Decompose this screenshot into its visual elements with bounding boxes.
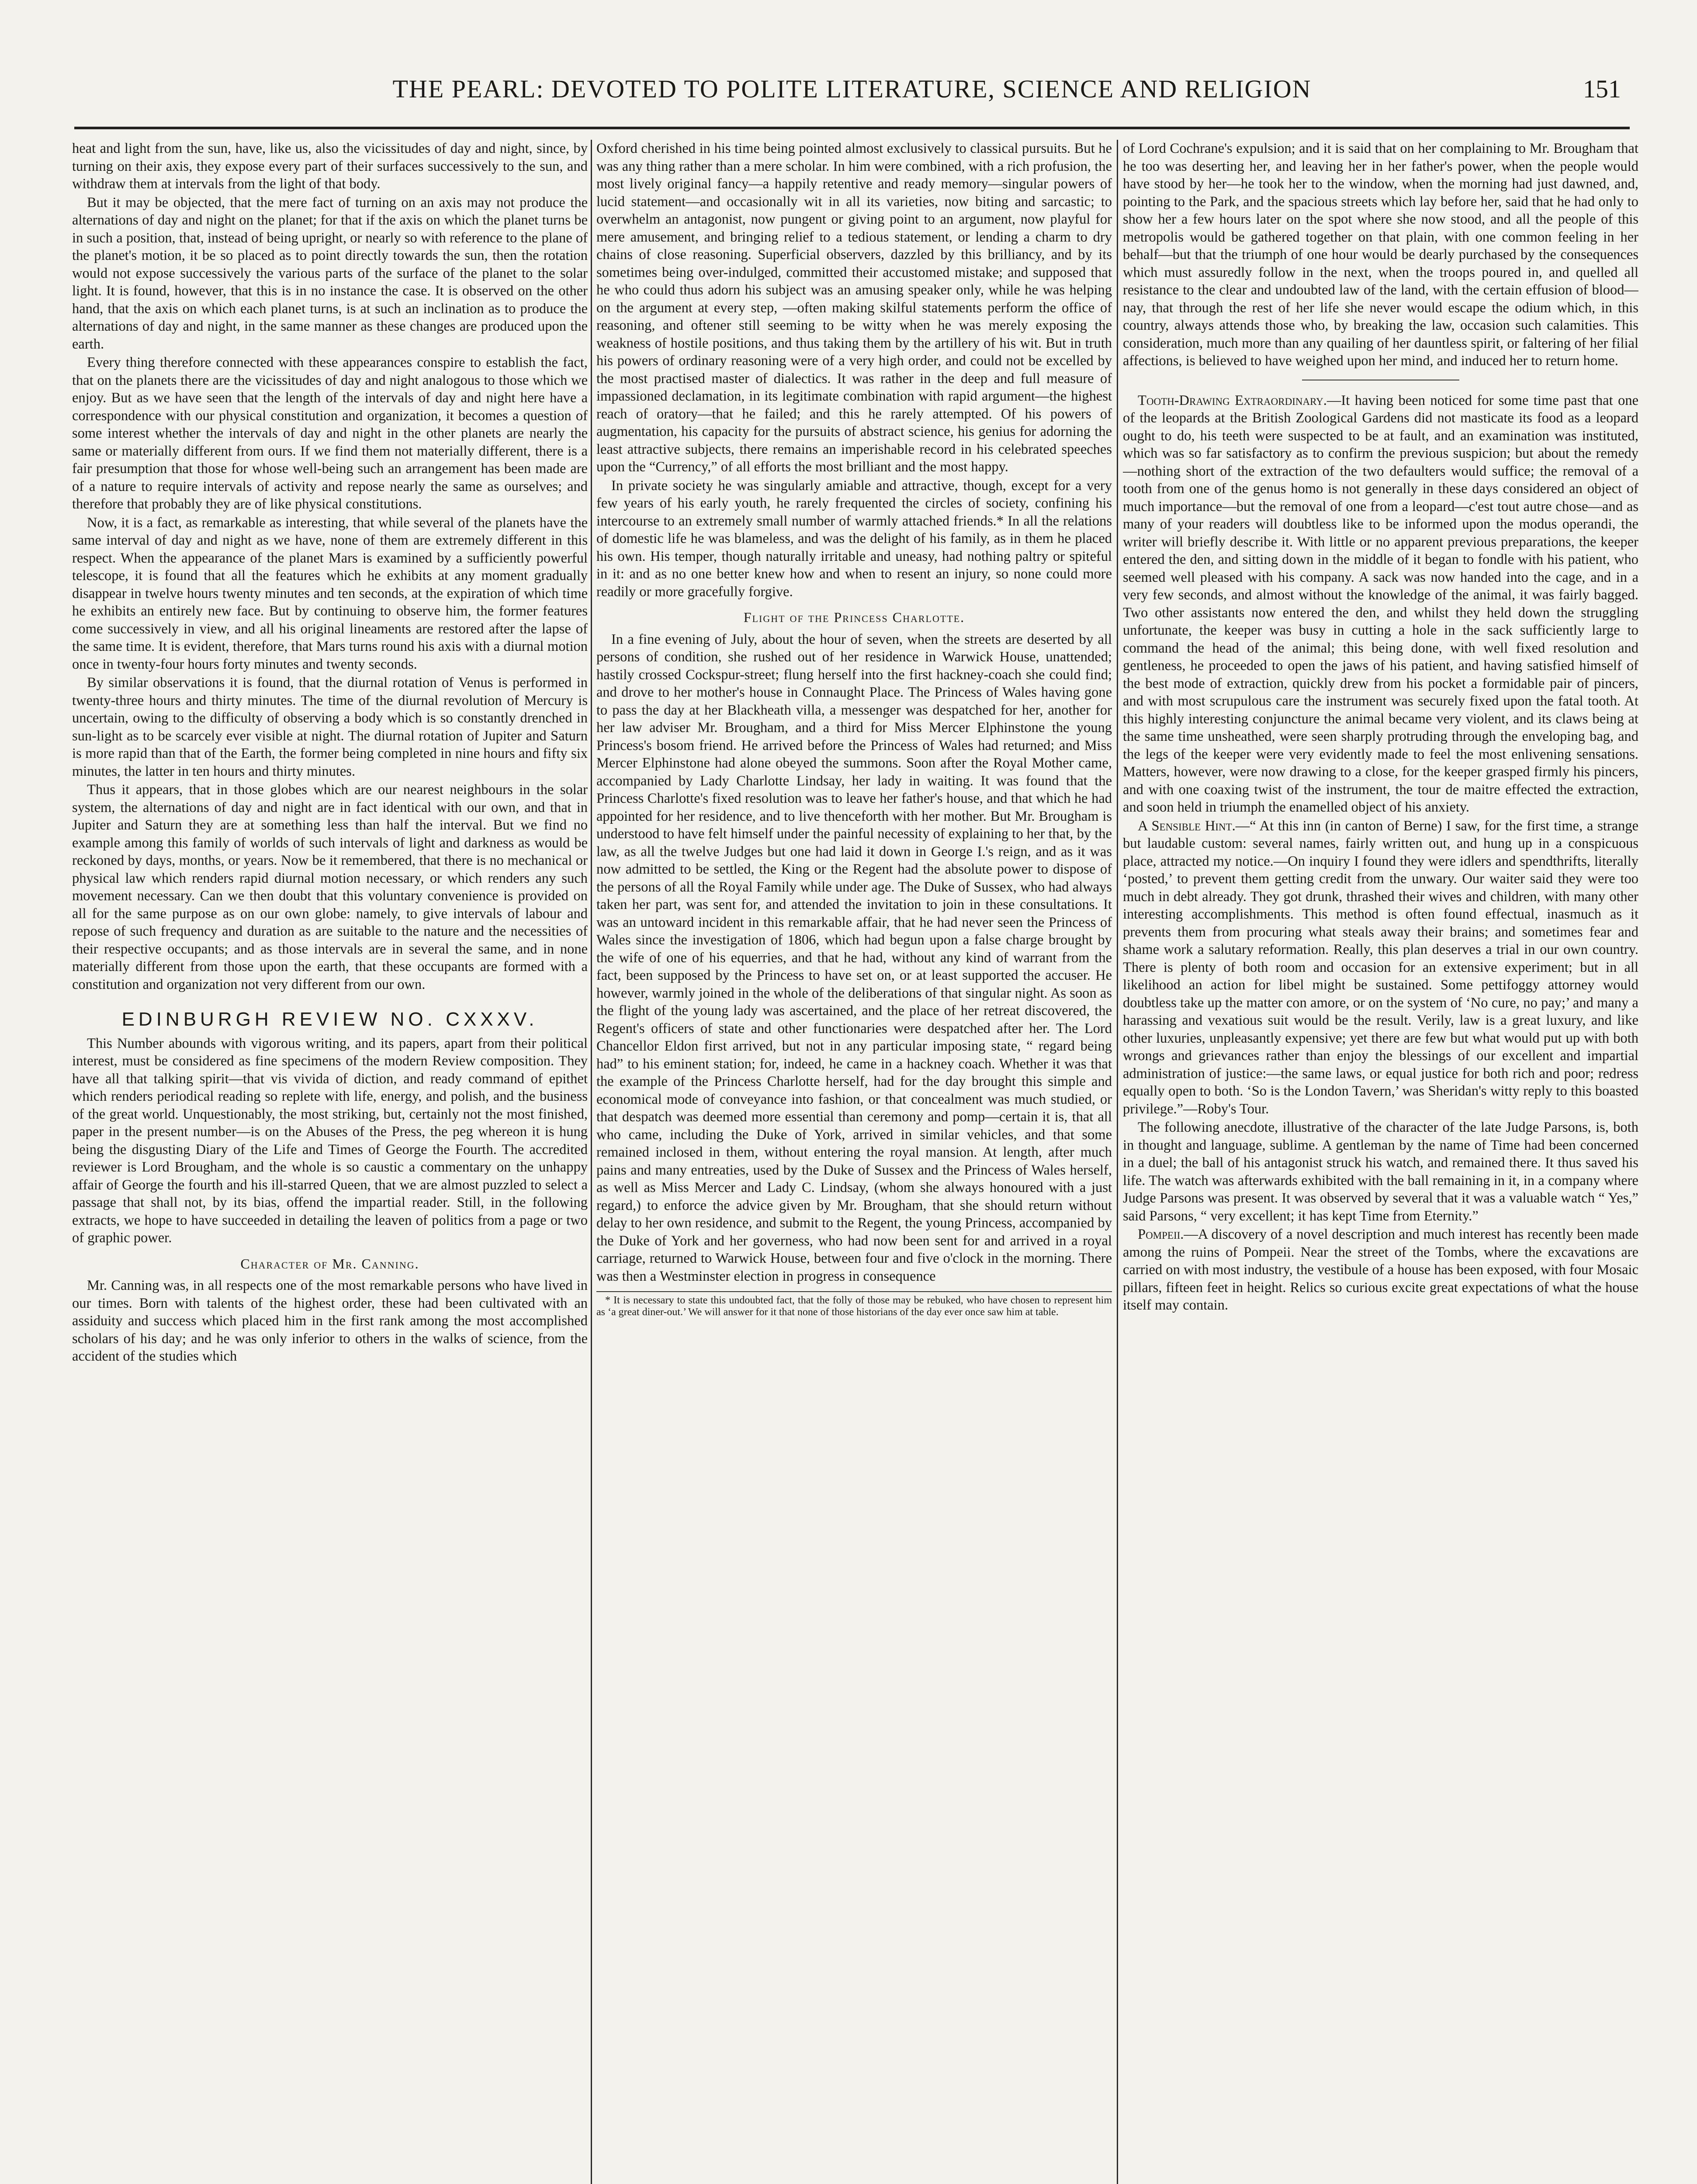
column-rule (591, 140, 592, 2184)
paragraph: By similar observations it is found, that the diurnal rotation of Venus is performed in twenty-three hours and thirty minutes. The time of the diurnal revolution of Mercury is uncertain, owing to the difficulty of observing a body which is so constantly drenched in sun-light as to be scarcely ever visible at night. The diurnal rotation of Jupiter and Saturn is more rapid than that of the Earth, the former being completed in nine hours and fifty six minutes, the latter in ten hours and thirty minutes. (72, 675, 588, 779)
column-rule (1117, 140, 1118, 2184)
inline-heading-hint: A Sensible Hint. (1138, 818, 1236, 834)
paragraph: Oxford cherished in his time being pointed almost exclusively to classical pursuits. But he was any thing rather than a mere scholar. In him were combined, with a rich profusion, the most lively original fancy—a happily retentive and ready memory—singular powers of lucid statement—and occasionally wit in all its varieties, now biting and sarcastic; to overwhelm an antagonist, now pungent or giving point to an argument, now playful for mere amusement, and bringing relief to a tedious statement, or lending a charm to dry chains of close reasoning. Superficial observers, dazzled by this brilliancy, and by its sometimes being over-indulged, committed their accustomed mistake; and supposed that he who could thus adorn his subject was an amusing speaker only, while he was helping on the argument at every step, —often making skilful statements perform the office of reasoning, and oftener still seeming to be witty when he was merely exposing the weakness of hostile positions, and thus taking them by the artillery of his wit. But in truth his powers of ordinary reasoning were of a very high order, and could not be excelled by the most practised master of dialectics. It was rather in the deep and full measure of impassioned declamation, in its legitimate combination with rapid argument—the highest reach of oratory—that he failed; and this he rarely attempted. Of his powers of augmentation, his capacity for the pursuits of abstract science, his genius for adorning the least attractive subjects, there remains an imperishable record in his celebrated speeches upon the “Currency,” of all efforts the most brilliant and the most happy. (596, 141, 1112, 475)
section-heading-edinburgh-review: EDINBURGH REVIEW NO. CXXXV. (121, 1009, 538, 1030)
footnote-rule (596, 1291, 1112, 1292)
running-title: THE PEARL: DEVOTED TO POLITE LITERATURE, SCIENCE AND RELIGION (392, 75, 1312, 103)
inline-heading-tooth: Tooth-Drawing Extraordinary. (1138, 392, 1327, 408)
paragraph: Every thing therefore connected with these appearances conspire to establish the fact, that on the planets there are the vicissitudes of day and night analogous to those which we enjoy. But as we have seen that the length of the intervals of day and night here have a correspondence with our physical constitution and organization, it becomes a question of some interest whether the intervals of day and night in the other planets are nearly the same or materially different from ours. If we find them not materially different, there is a fair presumption that those for whose well-being such an arrangement has been made are of a nature to require intervals of activity and repose nearly the same as ourselves; and therefore that probably they are of like physical constitutions. (72, 355, 588, 512)
column-3: of Lord Cochrane's expulsion; and it is said that on her complaining to Mr. Brougham that he too was deserting her, and leaving her in her father's power, when the people would have stood by her—he took her to the window, when the morning had just dawned, and, pointing to the Park, and the spacious streets which lay before her, said that he had only to show her a few hours later on the spot where she now stood, and all the people of this metropolis would be gathered together on that plain, with one common feeling in her behalf—but that the triumph of one hour would be dearly purchased by the consequences which must assuredly follow in the next, when the troops poured in, and quelled all resistance to the clear and undoubted law of the land, with the certain effusion of blood—nay, that through the rest of her life she never would escape the odium which, in this country, always attends those who, by breaking the law, occasion such calamities. This consideration, much more than any quailing of her dauntless spirit, or faltering of her filial affections, is believed to have weighed upon her mind, and induced her to return home. Tooth-Drawing Extraordinary.—It having been noticed for some time past that one of the leopards at the British Zoological Gardens did not masticate its food as a leopard ought to do, his teeth were suspected to be at fault, and an examination was instituted, which was so far satisfactory as to confirm the previous suspicion; but about the remedy—nothing short of the extraction of the two defaulters would suffice; the removal of a tooth from one of the genus homo is not generally in these days considered an object of much importance—but the removal of one from a leopard—c'est tout autre chose—and as many of your readers will doubtless like to be informed upon the modus operandi, the writer will briefly describe it. With little or no apparent previous preparations, the keeper entered the den, and sitting down in the middle of it began to fondle with his patient, who seemed well pleased with his company. A sack was now handed into the cage, and in a very few seconds, and almost without the knowledge of the animal, it was fairly bagged. Two other assistants now entered the den, and whilst they held down the struggling unfortunate, the keeper was busy in cutting a hole in the sack sufficiently large to command the head of the animal; this being done, with well fixed resolution and gentleness, he proceeded to open the jaws of his patient, and having satisfied himself of the best mode of extraction, quickly drew from his pocket a formidable pair of pincers, and with most scrupulous care the instrument was securely fixed upon the fatal tooth. At this highly interesting conjuncture the animal became very violent, and its claws being at the same time unsheathed, were seen sharply protruding through the enveloping bag, and the legs of the keeper were very evidently made to feel the most enlivening sensations. Matters, however, were now drawing to a close, for the keeper grasped firmly his pincers, and with one coaxing twist of the instrument, the tour de maitre effected the extraction, and soon held in triumph the enamelled object of his anxiety. A Sensible Hint.—“ At this inn (in canton of Berne) I saw, for the first time, a strange but laudable custom: several names, fairly written out, and hung up in a conspicuous place, attracted my notice.—On inquiry I found they were idlers and spendthrifts, literally ‘posted,’ to prevent them getting credit from the unwary. Our waiter said they were too much in debt already. They got drunk, thrashed their wives and children, with many other interesting accomplishments. This method is often found effectual, inasmuch as it prevents them from procuring what steals away their brains; and sometimes fear and shame work a salutary reformation. Really, this plan deserves a trial in our own country. There is plenty of both room and occasion for an extensive experiment; but in all likelihood an action for libel might be sustained. Some pettifoggy attorney would doubtless take up the matter con amore, or on the system of ‘No cure, no pay;’ and many a harassing and vexatious suit would be the result. Verily, law is a great luxury, and like other luxuries, unpleasantly expensive; yet there are few but what would put up with both wrongs and grievances rather than enjoy the blessings of our excellent and impartial administration of justice:—the same laws, or equal justice for both rich and poor; redress equally open to both. ‘So is the London Tavern,’ was Sheridan's witty reply to this boasted privilege.”—Roby's Tour. The following anecdote, illustrative of the character of the late Judge Parsons, is, both in thought and language, sublime. A gentleman by the name of Time had been concerned in a duel; the ball of his antagonist struck his watch, and remained there. It thus saved his life. The watch was afterwards exhibited with the ball remaining in it, in a company where Judge Parsons was present. It was observed by several that it was a valuable watch “ Yes,” said Parsons, “ very excellent; it has kept Time from Eternity.” Pompeii.—A discovery of a novel description and much interest has recently been made among the ruins of Pompeii. Near the street of the Tombs, where the excavations are carried on with most industry, the vestibule of a house has been exposed, with four Mosaic pillars, fifteen feet in height. Relics so curious excite great expectations of what the house itself may contain. (1123, 141, 1638, 1313)
paragraph: heat and light from the sun, have, like us, also the vicissitudes of day and night, since, by turning on their axis, they expose every part of their surfaces successively to the sun, and withdraw them at intervals from the light of that body. (72, 141, 588, 192)
inline-heading-pompeii: Pompeii. (1138, 1227, 1184, 1242)
section-heading-canning: Character of Mr. Canning. (240, 1255, 419, 1272)
paragraph: In private society he was singularly amiable and attractive, though, except for a very few years of his early youth, he rarely frequented the circles of society, confining his intercourse to an extremely small number of warmly attached friends.* In all the relations of domestic life he was blameless, and was the delight of his family, as in them he placed his own. His temper, though naturally irritable and uneasy, had nothing paltry or spiteful in it: and as no one better knew how and when to resent an injury, so none could more readily or more gracefully forgive. (596, 477, 1112, 600)
page-header (74, 70, 1630, 118)
paragraph: This Number abounds with vigorous writing, and its papers, apart from their political interest, must be considered as fine specimens of the modern Review composition. They have all that talking spirit—that vis vivida of diction, and ready command of epithet which renders periodical reading so replete with life, energy, and polish, and the business of the great world. Unquestionably, the most striking, but, certainly not the most finished, paper in the present number—is on the Abuses of the Press, the peg whereon it is hung being the disgusting Diary of the Life and Times of George the Fourth. The accredited reviewer is Lord Brougham, and the whole is so caustic a commentary on the unhappy affair of George the fourth and his ill-starred Queen, that we are almost puzzled to select a passage that shall not, by its bias, offend the impartial reader. Still, in the following extracts, we hope to have succeeded in detailing the leaven of politics from a page or two of graphic power. (72, 1035, 588, 1246)
paragraph: Now, it is a fact, as remarkable as interesting, that while several of the planets have the same interval of day and night as we have, none of them are extremely different in this respect. When the appearance of the planet Mars is examined by a sufficiently powerful telescope, it is found that all the features which he exhibits at any moment gradually disappear in twelve hours twenty minutes and ten seconds, at the expiration of which time he exhibits an entirely new face. But by continuing to observe him, the former features come successively in view, and all his original lineaments are restored after the lapse of the same time. It is evident, therefore, that Mars turns round his axis with a diurnal motion once in twenty-four hours forty minutes and twenty seconds. (72, 515, 588, 672)
page-number: 151 (1583, 75, 1621, 103)
paragraph: Thus it appears, that in those globes which are our nearest neighbours in the solar system, the alternations of day and night are in fact identical with our own, and that in Jupiter and Saturn they are at something less than half the interval. But we find no example among this family of worlds of such intervals of light and darkness as would be reckoned by days, months, or years. Now be it remembered, that there is no mechanical or physical law which renders rapid diurnal motion necessary, or which renders any such movement necessary. Can we then doubt that this voluntary convenience is provided on all for the same purpose as on our own globe: namely, to give intervals of labour and repose of such frequency and duration as are suitable to the nature and the necessities of their respective occupants; and as those intervals are in several the same, and in none materially different from those upon the earth, that these occupants are formed with a constitution and organization not very different from our own. (72, 782, 588, 992)
footnote: * It is necessary to state this undoubted fact, that the folly of those may be rebuked, who have chosen to represent him as ‘a great diner-out.’ We will answer for it that none of those historians of the day ever once saw him at table. (596, 1295, 1112, 1318)
paragraph: It having been noticed for some time past that one of the leopards at the British Zoological Gardens did not masticate its food as a leopard ought to do, his teeth were suspected to be at fault, and an examination was instituted, which was so far satisfactory as to confirm the previous suspicion; but about the remedy—nothing short of the extraction of the two defaulters would suffice; the removal of a tooth from one of the genus homo is not generally in these days considered an object of much importance—but the removal of one from a leopard—c'est tout autre chose—and as many of your readers will doubtless like to be informed upon the modus operandi, the writer will briefly describe it. With little or no apparent previous preparations, the keeper entered the den, and sitting down in the middle of it began to fondle with his patient, who seemed well pleased with his company. A sack was now handed into the cage, and in a very few seconds, and almost without the knowledge of the animal, it was fairly bagged. Two other assistants now entered the den, and whilst they held down the struggling unfortunate, the keeper was busy in cutting a hole in the sack sufficiently large to command the head of the animal; this being done, with well fixed resolution and gentleness, he proceeded to open the jaws of his patient, and having satisfied himself of the best mode of extraction, quickly drew from his pocket a formidable pair of pincers, and with most scrupulous care the instrument was securely fixed upon the fatal tooth. At this highly interesting conjuncture the animal became very violent, and its claws being at the same time unsheathed, were seen sharply protruding through the enveloping bag, and the legs of the keeper were very evidently made to feel the most enlivening sensations. Matters, however, were now drawing to a close, for the keeper grasped firmly his pincers, and with one coaxing twist of the instrument, the tour de maitre effected the extraction, and soon held in triumph the enamelled object of his anxiety. (1123, 392, 1638, 815)
paragraph: “ At this inn (in canton of Berne) I saw, for the first time, a strange but laudable custom: several names, fairly written out, and hung up in a conspicuous place, attracted my notice.—On inquiry I found they were idlers and spendthrifts, literally ‘posted,’ to prevent them getting credit from the unwary. Our waiter said they were too much in debt already. They got drunk, thrashed their wives and children, with many other interesting accomplishments. This method is often found effectual, inasmuch as it prevents them from procuring what steals away their brains; and sometimes fear and shame work a salutary reformation. Really, this plan deserves a trial in our own country. There is plenty of both room and occasion for an extensive experiment; but in all likelihood an action for libel might be sustained. Some pettifoggy attorney would doubtless take up the matter con amore, or on the system of ‘No cure, no pay;’ and many a harassing and vexatious suit would be the result. Verily, law is a great luxury, and like other luxuries, unpleasantly expensive; yet there are few but what would put up with both wrongs and grievances rather than enjoy the blessings of our excellent and impartial administration of justice:—the same laws, or equal justice for both rich and poor; redress equally open to both. ‘So is the London Tavern,’ was Sheridan's witty reply to this boasted privilege.”—Roby's Tour. (1123, 818, 1638, 1117)
section-heading-flight: Flight of the Princess Charlotte. (743, 609, 965, 625)
paragraph: In a fine evening of July, about the hour of seven, when the streets are deserted by all persons of condition, she rushed out of her residence in Warwick House, unattended; hastily crossed Cockspur-street; flung herself into the first hackney-coach she could find; and drove to her mother's house in Connaught Place. The Princess of Wales having gone to pass the day at her Blackheath villa, a messenger was despatched for her, another for her law adviser Mr. Brougham, and a third for Miss Mercer Elphinstone the young Princess's bosom friend. He arrived before the Princess of Wales had returned; and Miss Mercer Elphinstone had alone obeyed the summons. Soon after the Royal Mother came, accompanied by Lady Charlotte Lindsay, her lady in waiting. It was found that the Princess Charlotte's fixed resolution was to leave her father's house, and that which he had appointed for her residence, and to live thenceforth with her mother. But Mr. Brougham is understood to have felt himself under the painful necessity of explaining to her that, by the law, as all the twelve Judges but one had laid it down in George I.'s reign, and as it was now admitted to be settled, the King or the Regent had the absolute power to dispose of the persons of all the Royal Family while under age. The Duke of Sussex, who had always taken her part, was sent for, and attended the invitation to join in these consultations. It was an untoward incident in this remarkable affair, that he had never seen the Princess of Wales since the investigation of 1806, which had begun upon a false charge brought by the wife of one of his equerries, and that he had, without any kind of warrant from the fact, been supposed by the Princess to have set on, or at least supported the accuser. He however, warmly joined in the whole of the deliberations of that singular night. As soon as the flight of the young lady was ascertained, and the place of her retreat discovered, the Regent's officers of state and other functionaries were despatched after her. The Lord Chancellor Eldon first arrived, but not in any particular imposing state, “ regard being had” to his eminent station; for, indeed, he came in a hackney coach. Whether it was that the example of the Princess Charlotte herself, had for the day brought this simple and economical mode of conveyance into fashion, or that concealment was much studied, or that despatch was deemed more essential than ceremony and pomp—certain it is, that all who came, including the Duke of York, arrived in similar vehicles, and that some remained inclosed in them, without entering the royal mansion. At length, after much pains and many entreaties, used by the Duke of Sussex and the Princess of Wales herself, as well as Miss Mercer and Lady C. Lindsay, (whom she always honoured with a just regard,) to enforce the advice given by Mr. Brougham, that she should return without delay to her own residence, and submit to the Regent, the young Princess, accompanied by the Duke of York and her governess, who had now been sent for and arrived in a royal carriage, returned to Warwick House, between four and five o'clock in the morning. There was then a Westminster election in progress in consequence (596, 631, 1112, 1284)
paragraph: Mr. Canning was, in all respects one of the most remarkable persons who have lived in our times. Born with talents of the highest order, these had been cultivated with an assiduity and success which placed him in the first rank among the most accomplished scholars of his day; and he was only inferior to others in the walks of science, from the accident of the studies which (72, 1278, 588, 1364)
header-rule (74, 127, 1630, 129)
paragraph: The following anecdote, illustrative of the character of the late Judge Parsons, is, both in thought and language, sublime. A gentleman by the name of Time had been concerned in a duel; the ball of his antagonist struck his watch, and remained there. It thus saved his life. The watch was afterwards exhibited with the ball remaining in it, in a company where Judge Parsons was present. It was observed by several that it was a valuable watch “ Yes,” said Parsons, “ very excellent; it has kept Time from Eternity.” (1123, 1120, 1638, 1224)
paragraph: of Lord Cochrane's expulsion; and it is said that on her complaining to Mr. Brougham that he too was deserting her, and leaving her in her father's power, when the people would have stood by her—he took her to the window, when the morning had just dawned, and, pointing to the Park, and the spacious streets which lay before her, said that he had only to show her a few hours later on the spot where she now stood, and all the people of this metropolis would be gathered together on that plain, with one common feeling in her behalf—but that the triumph of one hour would be dearly purchased by the consequences which must assuredly follow in the next, when the troops poured in, and quelled all resistance to the clear and undoubted law of the land, with the certain effusion of blood—nay, that through the rest of her life she never would escape the odium which, in this country, always attends those who, by breaking the law, occasion such calamities. This consideration, much more than any quailing of her dauntless spirit, or faltering of her filial affections, is believed to have weighed upon her mind, and induced her to return home. (1123, 141, 1638, 369)
paragraph: A discovery of a novel description and much interest has recently been made among the ruins of Pompeii. Near the street of the Tombs, where the excavations are carried on with most industry, the vestibule of a house has been exposed, with four Mosaic pillars, fifteen feet in height. Relics so curious excite great expectations of what the house itself may contain. (1123, 1227, 1638, 1313)
column-2 (596, 140, 1112, 2184)
column-1 (72, 140, 588, 2184)
paragraph: But it may be objected, that the mere fact of turning on an axis may not produce the alternations of day and night on the planet; for that if the axis on which the planet turns be in such a position, that, instead of being upright, or nearly so with reference to the plane of the planet's motion, it be so placed as to point directly towards the sun, then the rotation would not expose successively the various parts of the surface of the planet to the solar light. It is found, however, that this is in no instance the case. It is observed on the other hand, that the axis on which each planet turns, is at such an inclination as to produce the alternations of day and night, in the same manner as these changes are produced upon the earth. (72, 194, 588, 352)
